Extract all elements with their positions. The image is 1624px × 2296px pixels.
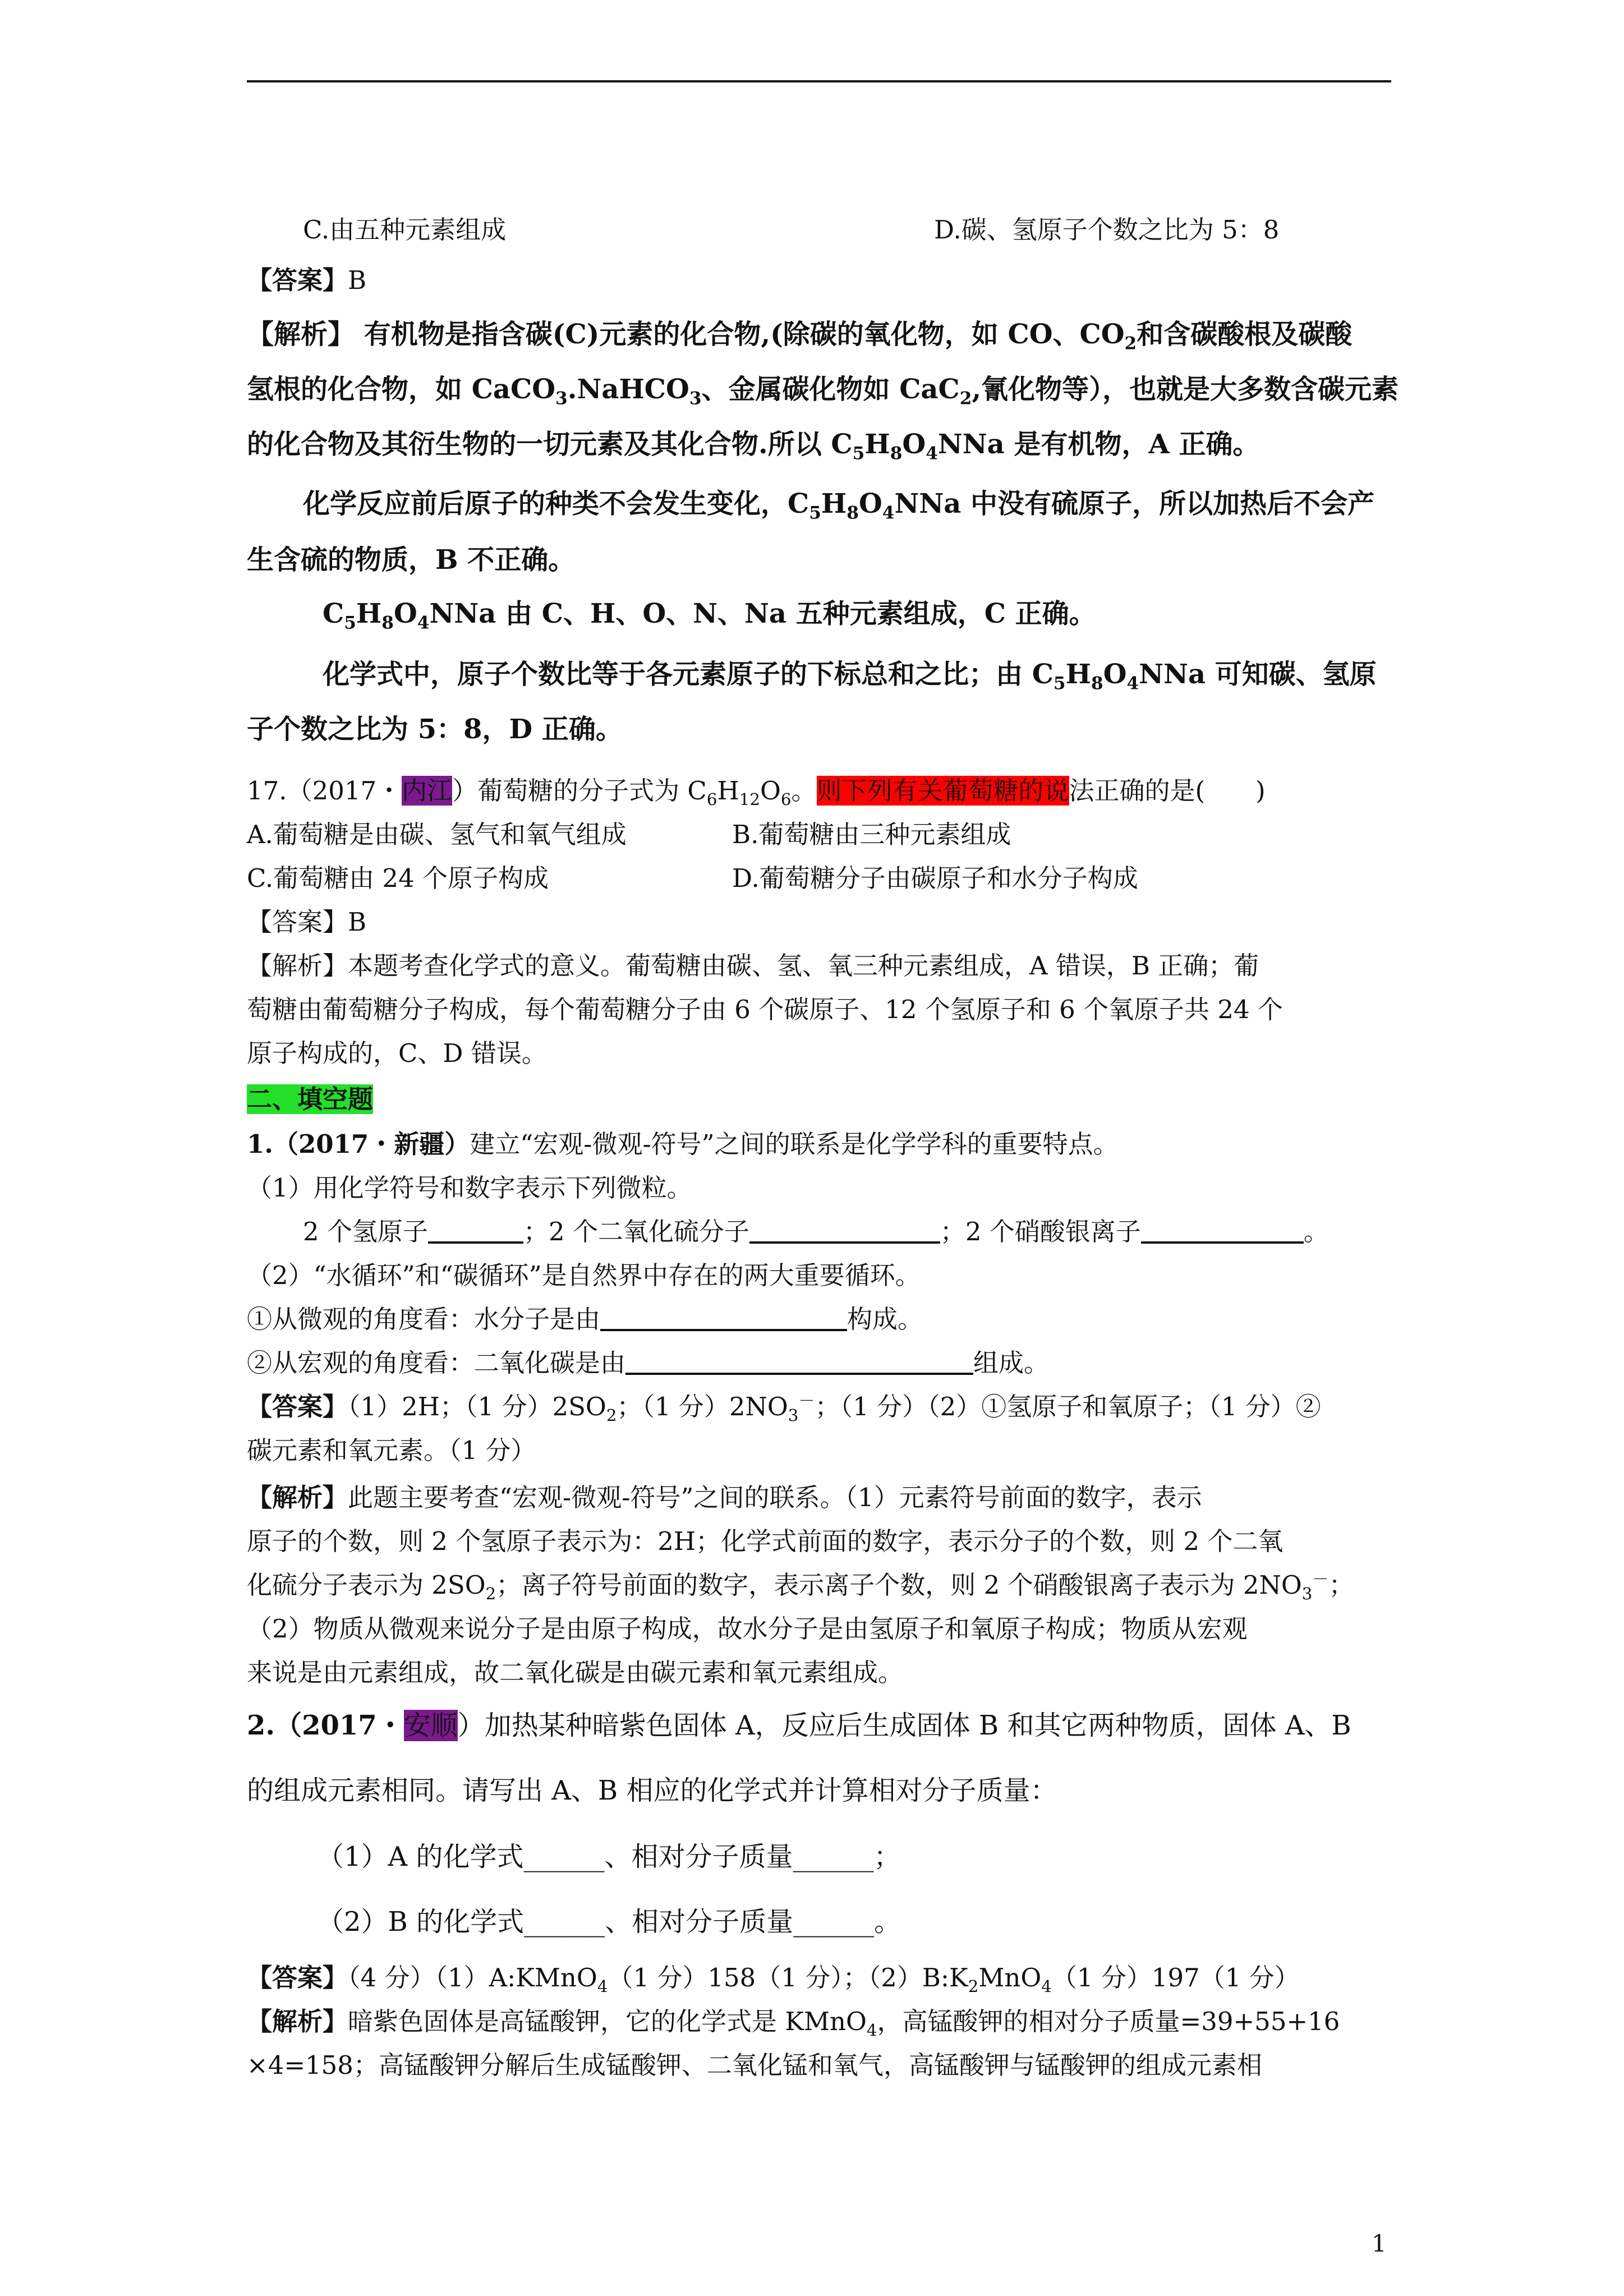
question-text: 。	[791, 776, 817, 806]
question-text: 建立“宏观-微观-符号”之间的联系是化学学科的重要特点。	[470, 1129, 1119, 1159]
answer-label: 【答案】	[247, 1963, 348, 1993]
question-17-options-ab	[247, 818, 1391, 852]
analysis-label: 【解析】	[247, 2007, 348, 2036]
question-17-options-cd	[247, 862, 1391, 895]
subscript: 6	[780, 790, 792, 809]
fill-analysis-1-line-1	[247, 1481, 1391, 1515]
subscript: 4	[1126, 673, 1139, 694]
analysis-text: C	[323, 598, 344, 629]
analysis-text: 原子的个数，则 2 个氢原子表示为：2H；化学式前面的数字，表示分子的个数，则 2 个二氧	[247, 1526, 1283, 1556]
fill-answer-1-cont	[247, 1434, 1391, 1467]
subscript: 5	[809, 503, 821, 523]
subscript: 5	[1053, 673, 1066, 694]
subscript: 4	[417, 613, 430, 633]
fill-analysis-2-line-1	[247, 2005, 1391, 2039]
analysis-text: 萄糖由葡萄糖分子构成，每个葡萄糖分子由 6 个碳原子、12 个氢原子和 6 个氧原子共 24 个	[247, 995, 1283, 1024]
question-text: 。	[1303, 1217, 1329, 1246]
analysis-text: O	[902, 429, 926, 460]
analysis-para-4-end	[247, 712, 1391, 746]
question-text: ；2 个硝酸银离子	[940, 1217, 1141, 1246]
analysis-text: H	[864, 429, 890, 460]
question-text: ）葡萄糖的分子式为 C	[452, 776, 707, 806]
answer-text: （1）2H；（1 分）2SO	[348, 1392, 606, 1421]
question-text: ①从微观的角度看：水分子是由	[247, 1304, 601, 1334]
analysis-text: 暗紫色固体是高锰酸钾，它的化学式是 KMnO	[348, 2007, 867, 2036]
subscript: 4	[926, 443, 938, 464]
fill-analysis-1-line-2	[247, 1525, 1391, 1558]
subscript: 4	[597, 1977, 608, 1996]
answer-text: （4 分）（1）A:KMnO	[348, 1963, 597, 1993]
answer-blank[interactable]	[625, 1348, 973, 1375]
analysis-label: 【解析】	[247, 1483, 348, 1512]
superscript: －	[1312, 1570, 1329, 1589]
analysis-text: O	[393, 598, 417, 629]
answer-label: 【答案】	[247, 265, 348, 295]
analysis-para-4	[323, 657, 1467, 694]
answer-label: 【答案】	[247, 907, 348, 937]
question-text: ）加热某种暗紫色固体 A，反应后生成固体 B 和其它两种物质，固体 A、B	[457, 1710, 1351, 1741]
answer-blank[interactable]	[749, 1217, 940, 1244]
analysis-text: 子个数之比为 5：8，D 正确。	[247, 714, 623, 745]
fill-analysis-1-line-5	[247, 1656, 1391, 1690]
answer-line-16	[247, 264, 1391, 297]
subscript: 4	[866, 2021, 877, 2040]
fill-question-2	[247, 1709, 1391, 1742]
answer-text: ；（1 分）（2）①氢原子和氧原子；（1 分）②	[815, 1392, 1321, 1421]
option-c-text: C.由五种元素组成	[303, 215, 507, 245]
answer-blank[interactable]	[428, 1217, 523, 1244]
superscript: －	[798, 1391, 815, 1410]
analysis-line-1	[247, 318, 1391, 354]
answer-text: 碳元素和氧元素。（1 分）	[247, 1435, 536, 1465]
subscript: 4	[882, 503, 895, 523]
analysis-text: NNa 由 C、H、O、N、Na 五种元素组成，C 正确。	[429, 598, 1096, 629]
analysis-text: 原子构成的，C、D 错误。	[247, 1038, 547, 1068]
analysis-text: NNa 可知碳、氢原	[1139, 659, 1377, 690]
subscript: 8	[846, 503, 859, 523]
question-17	[247, 774, 1391, 808]
question-text: （2）B 的化学式______、相对分子质量______。	[317, 1906, 901, 1938]
analysis-text: NNa 中没有硫原子，所以加热后不会产	[894, 488, 1375, 519]
analysis-label: 【解析】	[247, 319, 355, 350]
option-d: D.葡萄糖分子由碳原子和水分子构成	[732, 863, 1138, 893]
analysis-text: ，高锰酸钾的相对分子质量=39+55+16	[877, 2007, 1340, 2036]
fill-analysis-2-line-2	[247, 2049, 1391, 2082]
section-heading	[247, 1083, 1391, 1116]
analysis-text: H	[356, 598, 382, 629]
fill-analysis-1-line-3	[247, 1568, 1391, 1602]
analysis-text: ；离子符号前面的数字，表示离子个数，则 2 个硝酸银离子表示为 2NO	[496, 1570, 1302, 1600]
fill-question-1-macro	[247, 1346, 1391, 1380]
analysis-text: 、金属碳化物如 CaC	[701, 374, 960, 405]
subscript: 2	[1124, 333, 1137, 354]
question-text: 的组成元素相同。请写出 A、B 相应的化学式并计算相对分子质量：	[247, 1775, 1057, 1806]
fill-answer-1	[247, 1390, 1391, 1424]
analysis-17-line-1	[247, 949, 1391, 983]
option-b: B.葡萄糖由三种元素组成	[732, 820, 1011, 849]
subscript: 6	[706, 790, 717, 809]
subscript: 8	[890, 443, 903, 464]
option-d-text: D.碳、氢原子个数之比为 5：8	[934, 215, 1280, 245]
answer-blank[interactable]	[600, 1304, 847, 1331]
question-text: 构成。	[847, 1304, 923, 1334]
analysis-text: 化学式中，原子个数比等于各元素原子的下标总和之比；由 C	[323, 659, 1053, 690]
question-text: （1）A 的化学式______、相对分子质量______；	[317, 1841, 901, 1872]
subscript: 3	[788, 1406, 799, 1425]
highlight-red: 则下列有关葡萄糖的说	[816, 776, 1069, 806]
fill-analysis-1-line-4	[247, 1612, 1391, 1646]
analysis-text: H	[821, 488, 847, 519]
question-text: H	[717, 776, 739, 806]
fill-answer-2	[247, 1961, 1391, 1995]
subscript: 5	[344, 613, 356, 633]
analysis-text: 化学反应前后原子的种类不会发生变化，C	[303, 488, 809, 519]
fill-question-1-micro	[247, 1303, 1391, 1336]
subscript: 2	[959, 388, 972, 409]
answer-value: B	[348, 265, 367, 295]
answer-text: （1 分）158（1 分）；（2）B:K	[608, 1963, 968, 1993]
highlight-purple: 安顺	[403, 1710, 458, 1741]
subscript: 3	[1301, 1584, 1313, 1603]
analysis-para-3	[323, 597, 1467, 631]
analysis-line-3	[247, 427, 1391, 464]
fill-question-1-part-2	[247, 1259, 1391, 1292]
fill-question-2-cont	[247, 1774, 1391, 1807]
option-c	[303, 213, 1447, 247]
question-number: 17.（2017・	[247, 776, 402, 806]
question-text: （1）用化学符号和数字表示下列微粒。	[247, 1173, 692, 1203]
analysis-text: ；	[1328, 1570, 1354, 1600]
analysis-text: 氢根的化合物，如 CaCO	[247, 374, 556, 405]
subscript: 12	[739, 790, 760, 809]
subscript: 4	[1041, 1977, 1052, 1996]
section-title: 二、填空题	[247, 1084, 374, 1114]
question-text: O	[760, 776, 781, 806]
fill-question-1-blanks	[303, 1215, 1447, 1249]
question-text: 法正确的是( )	[1069, 776, 1266, 806]
page-number: 1	[1372, 2230, 1387, 2257]
analysis-text: H	[1065, 659, 1091, 690]
analysis-17-line-2	[247, 993, 1391, 1027]
fill-question-1-part-1	[247, 1171, 1391, 1205]
analysis-text: 和含碳酸根及碳酸	[1137, 319, 1352, 350]
fill-question-2-part-1	[317, 1840, 1461, 1874]
header-rule	[247, 80, 1391, 82]
analysis-text: 的化合物及其衍生物的一切元素及其化合物.所以 C	[247, 429, 853, 460]
option-a: A.葡萄糖是由碳、氢气和氧气组成	[247, 820, 627, 849]
fill-question-1	[247, 1128, 1391, 1161]
analysis-text: O	[858, 488, 882, 519]
question-text: 2 个氢原子	[303, 1217, 428, 1246]
analysis-para-2	[303, 487, 1447, 521]
answer-text: ；（1 分）2NO	[617, 1392, 788, 1421]
subscript: 2	[968, 1977, 979, 1996]
analysis-text: 此题主要考查“宏观-微观-符号”之间的联系。（1）元素符号前面的数字，表示	[348, 1483, 1202, 1512]
analysis-text: ,氰化物等），也就是大多数含碳元素	[972, 374, 1399, 405]
analysis-text: 有机物是指含碳(C)元素的化合物,(除碳的氧化物，如 CO、CO	[355, 319, 1125, 350]
analysis-line-2	[247, 372, 1399, 409]
analysis-text: 来说是由元素组成，故二氧化碳是由碳元素和氧元素组成。	[247, 1658, 904, 1687]
subscript: 3	[689, 388, 702, 409]
fill-question-2-part-2	[317, 1905, 1461, 1939]
subscript: 8	[381, 613, 394, 633]
analysis-para-2-end	[247, 543, 1391, 577]
option-c: C.葡萄糖由 24 个原子构成	[247, 863, 549, 893]
analysis-text: NNa 是有机物，A 正确。	[937, 429, 1260, 460]
answer-label: 【答案】	[247, 1392, 348, 1421]
answer-text: （1 分）197（1 分）	[1051, 1963, 1300, 1993]
analysis-text: （2）物质从微观来说分子是由原子构成，故水分子是由氢原子和氧原子构成；物质从宏观	[247, 1614, 1248, 1644]
analysis-text: 本题考查化学式的意义。葡萄糖由碳、氢、氧三种元素组成，A 错误，B 正确；葡	[348, 951, 1259, 981]
question-number: 1.（2017・新疆）	[247, 1129, 470, 1159]
question-number: 2.（2017・	[247, 1710, 404, 1741]
subscript: 3	[555, 388, 568, 409]
answer-blank[interactable]	[1141, 1217, 1304, 1244]
analysis-text: .NaHCO	[567, 374, 689, 405]
highlight-purple: 内江	[402, 776, 453, 806]
answer-value: B	[348, 907, 367, 937]
subscript: 2	[606, 1406, 617, 1425]
analysis-17-line-3	[247, 1037, 1391, 1070]
subscript: 2	[485, 1584, 496, 1603]
answer-text: MnO	[978, 1963, 1042, 1993]
question-text: （2）“水循环”和“碳循环”是自然界中存在的两大重要循环。	[247, 1260, 921, 1290]
analysis-text: ×4=158；高锰酸钾分解后生成锰酸钾、二氧化锰和氧气，高锰酸钾与锰酸钾的组成元素相	[247, 2050, 1262, 2080]
question-text: ②从宏观的角度看：二氧化碳是由	[247, 1348, 626, 1378]
subscript: 8	[1091, 673, 1103, 694]
analysis-text: 化硫分子表示为 2SO	[247, 1570, 486, 1600]
analysis-label: 【解析】	[247, 951, 348, 981]
analysis-text: 生含硫的物质，B 不正确。	[247, 544, 576, 576]
question-text: 组成。	[973, 1348, 1050, 1378]
subscript: 5	[852, 443, 865, 464]
analysis-text: O	[1103, 659, 1127, 690]
question-text: ；2 个二氧化硫分子	[523, 1217, 749, 1246]
answer-line-17	[247, 905, 1391, 939]
